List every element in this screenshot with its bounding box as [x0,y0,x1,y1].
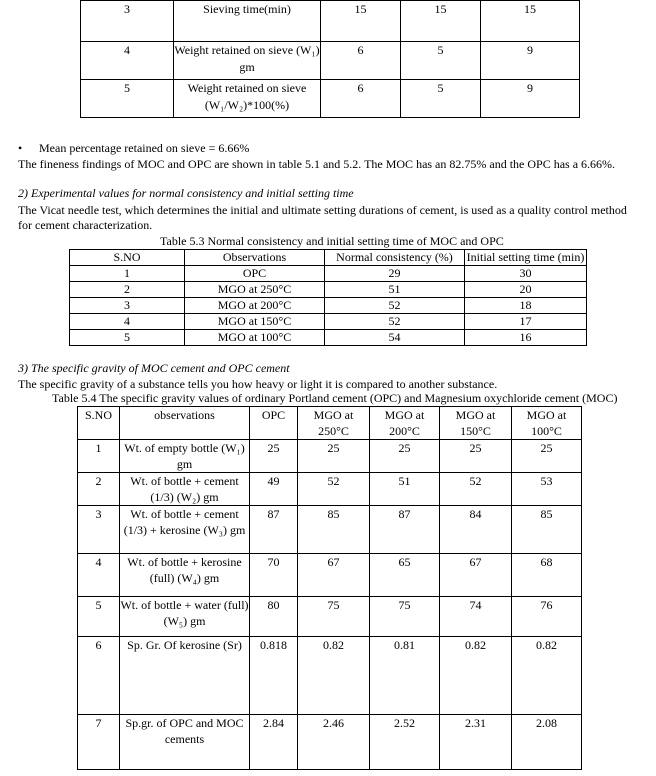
table-cell: 75 [298,597,370,637]
table-row [78,597,582,637]
table-cell: 85 [298,506,370,554]
table-cell: 25 [512,440,582,473]
table-cell: Wt. of bottle + kerosine (full) (W₄) gm [120,554,250,597]
table-cell: 1 [78,440,120,473]
table-cell: 5 [401,80,481,118]
table-cell: 4 [81,42,174,80]
table-cell: 0.82 [298,637,370,715]
specific-gravity-table [77,406,582,770]
table-cell: 2 [78,473,120,506]
table-row [78,473,582,506]
table-cell: 7 [78,715,120,770]
table-row [78,506,582,554]
table-cell: Wt. of bottle + water (full) (W₅) gm [120,597,250,637]
table-cell: 5 [401,42,481,80]
table-row [81,1,580,42]
paragraph: The fineness findings of MOC and OPC are shown in table 5.1 and 5.2. The MOC has an 82.75% and the OPC has a 6.66%. [18,157,616,171]
table-cell: 6 [78,637,120,715]
table-row [81,80,580,118]
table-cell: 9 [481,42,580,80]
table-cell: 5 [70,330,185,346]
table-cell: 52 [298,473,370,506]
table-row [70,282,587,298]
table-cell: Sieving time(min) [174,1,321,42]
table-cell: Wt. of bottle + cement (1/3) (W₂) gm [120,473,250,506]
table-row [78,637,582,715]
table-cell: 3 [78,506,120,554]
table-cell: 25 [370,440,440,473]
table-caption: Table 5.3 Normal consistency and initial setting time of MOC and OPC [160,234,504,248]
table-cell: 2.08 [512,715,582,770]
table-cell: 2 [70,282,185,298]
column-header: MGO at 250°C [298,407,370,440]
table-cell: 74 [440,597,512,637]
table-cell: 4 [70,314,185,330]
paragraph: The specific gravity of a substance tells you how heavy or light it is compared to another substance. [18,377,498,391]
table-cell: 67 [440,554,512,597]
table-cell: 2.84 [250,715,298,770]
sieve-table [80,0,580,118]
table-cell: 25 [298,440,370,473]
table-cell: MGO at 200°C [185,298,325,314]
table-cell: 87 [370,506,440,554]
table-cell: 6 [321,80,401,118]
table-cell: 70 [250,554,298,597]
column-header: S.NO [78,407,120,440]
table-cell: 54 [325,330,465,346]
table-cell: 85 [512,506,582,554]
table-cell: OPC [185,266,325,282]
table-cell: 25 [440,440,512,473]
table-cell: MGO at 100°C [185,330,325,346]
table-cell: 15 [321,1,401,42]
table-cell: 0.81 [370,637,440,715]
table-cell: 0.82 [512,637,582,715]
table-cell: Weight retained on sieve (W₁/W₂)*100(%) [174,80,321,118]
table-cell: 3 [81,1,174,42]
table-cell: 6 [321,42,401,80]
table-cell: 30 [465,266,587,282]
table-header-row [78,407,582,440]
table-cell: 51 [325,282,465,298]
table-row [78,440,582,473]
table-row [70,298,587,314]
table-cell: MGO at 150°C [185,314,325,330]
table-cell: Wt. of empty bottle (W₁) gm [120,440,250,473]
table-row [70,314,587,330]
table-cell: 15 [401,1,481,42]
column-header: Normal consistency (%) [325,250,465,266]
consistency-table [69,249,587,346]
bullet-symbol: • [18,141,23,155]
table-cell: 52 [325,314,465,330]
column-header: MGO at 100°C [512,407,582,440]
table-cell: 15 [481,1,580,42]
table-cell: Sp.gr. of OPC and MOC cements [120,715,250,770]
table-cell: Sp. Gr. Of kerosine (Sr) [120,637,250,715]
table-cell: 29 [325,266,465,282]
table-caption: Table 5.4 The specific gravity values of ordinary Portland cement (OPC) and Magnesium oxychloride cement (MOC) [52,391,618,405]
table-cell: MGO at 250°C [185,282,325,298]
column-header: OPC [250,407,298,440]
table-cell: 0.82 [440,637,512,715]
table-header-row [70,250,587,266]
table-cell: 49 [250,473,298,506]
table-cell: 20 [465,282,587,298]
table-cell: Wt. of bottle + cement (1/3) + kerosine (W₃) gm [120,506,250,554]
table-row [70,330,587,346]
table-cell: 76 [512,597,582,637]
table-cell: 5 [78,597,120,637]
table-cell: 52 [440,473,512,506]
bullet-text: Mean percentage retained on sieve = 6.66% [39,141,250,155]
table-cell: 53 [512,473,582,506]
column-header: S.NO [70,250,185,266]
table-row [78,554,582,597]
table-cell: Weight retained on sieve (W₁) gm [174,42,321,80]
column-header: MGO at 150°C [440,407,512,440]
table-cell: 3 [70,298,185,314]
table-cell: 4 [78,554,120,597]
table-cell: 87 [250,506,298,554]
section-heading: 2) Experimental values for normal consistency and initial setting time [18,186,354,200]
table-cell: 18 [465,298,587,314]
table-cell: 2.46 [298,715,370,770]
column-header: Observations [185,250,325,266]
table-row [81,42,580,80]
table-cell: 68 [512,554,582,597]
table-cell: 84 [440,506,512,554]
table-cell: 1 [70,266,185,282]
column-header: MGO at 200°C [370,407,440,440]
table-cell: 17 [465,314,587,330]
table-cell: 16 [465,330,587,346]
column-header: observations [120,407,250,440]
table-row [78,715,582,770]
table-cell: 51 [370,473,440,506]
table-cell: 80 [250,597,298,637]
table-cell: 2.52 [370,715,440,770]
table-cell: 9 [481,80,580,118]
table-cell: 2.31 [440,715,512,770]
paragraph: The Vicat needle test, which determines the initial and ultimate setting durations of cement, is used as a quality control method for cement characterization. [18,203,627,232]
table-cell: 0.818 [250,637,298,715]
column-header: Initial setting time (min) [465,250,587,266]
table-cell: 25 [250,440,298,473]
table-cell: 67 [298,554,370,597]
table-cell: 5 [81,80,174,118]
section-heading: 3) The specific gravity of MOC cement and OPC cement [18,361,290,375]
table-cell: 75 [370,597,440,637]
table-cell: 65 [370,554,440,597]
table-cell: 52 [325,298,465,314]
table-row [70,266,587,282]
